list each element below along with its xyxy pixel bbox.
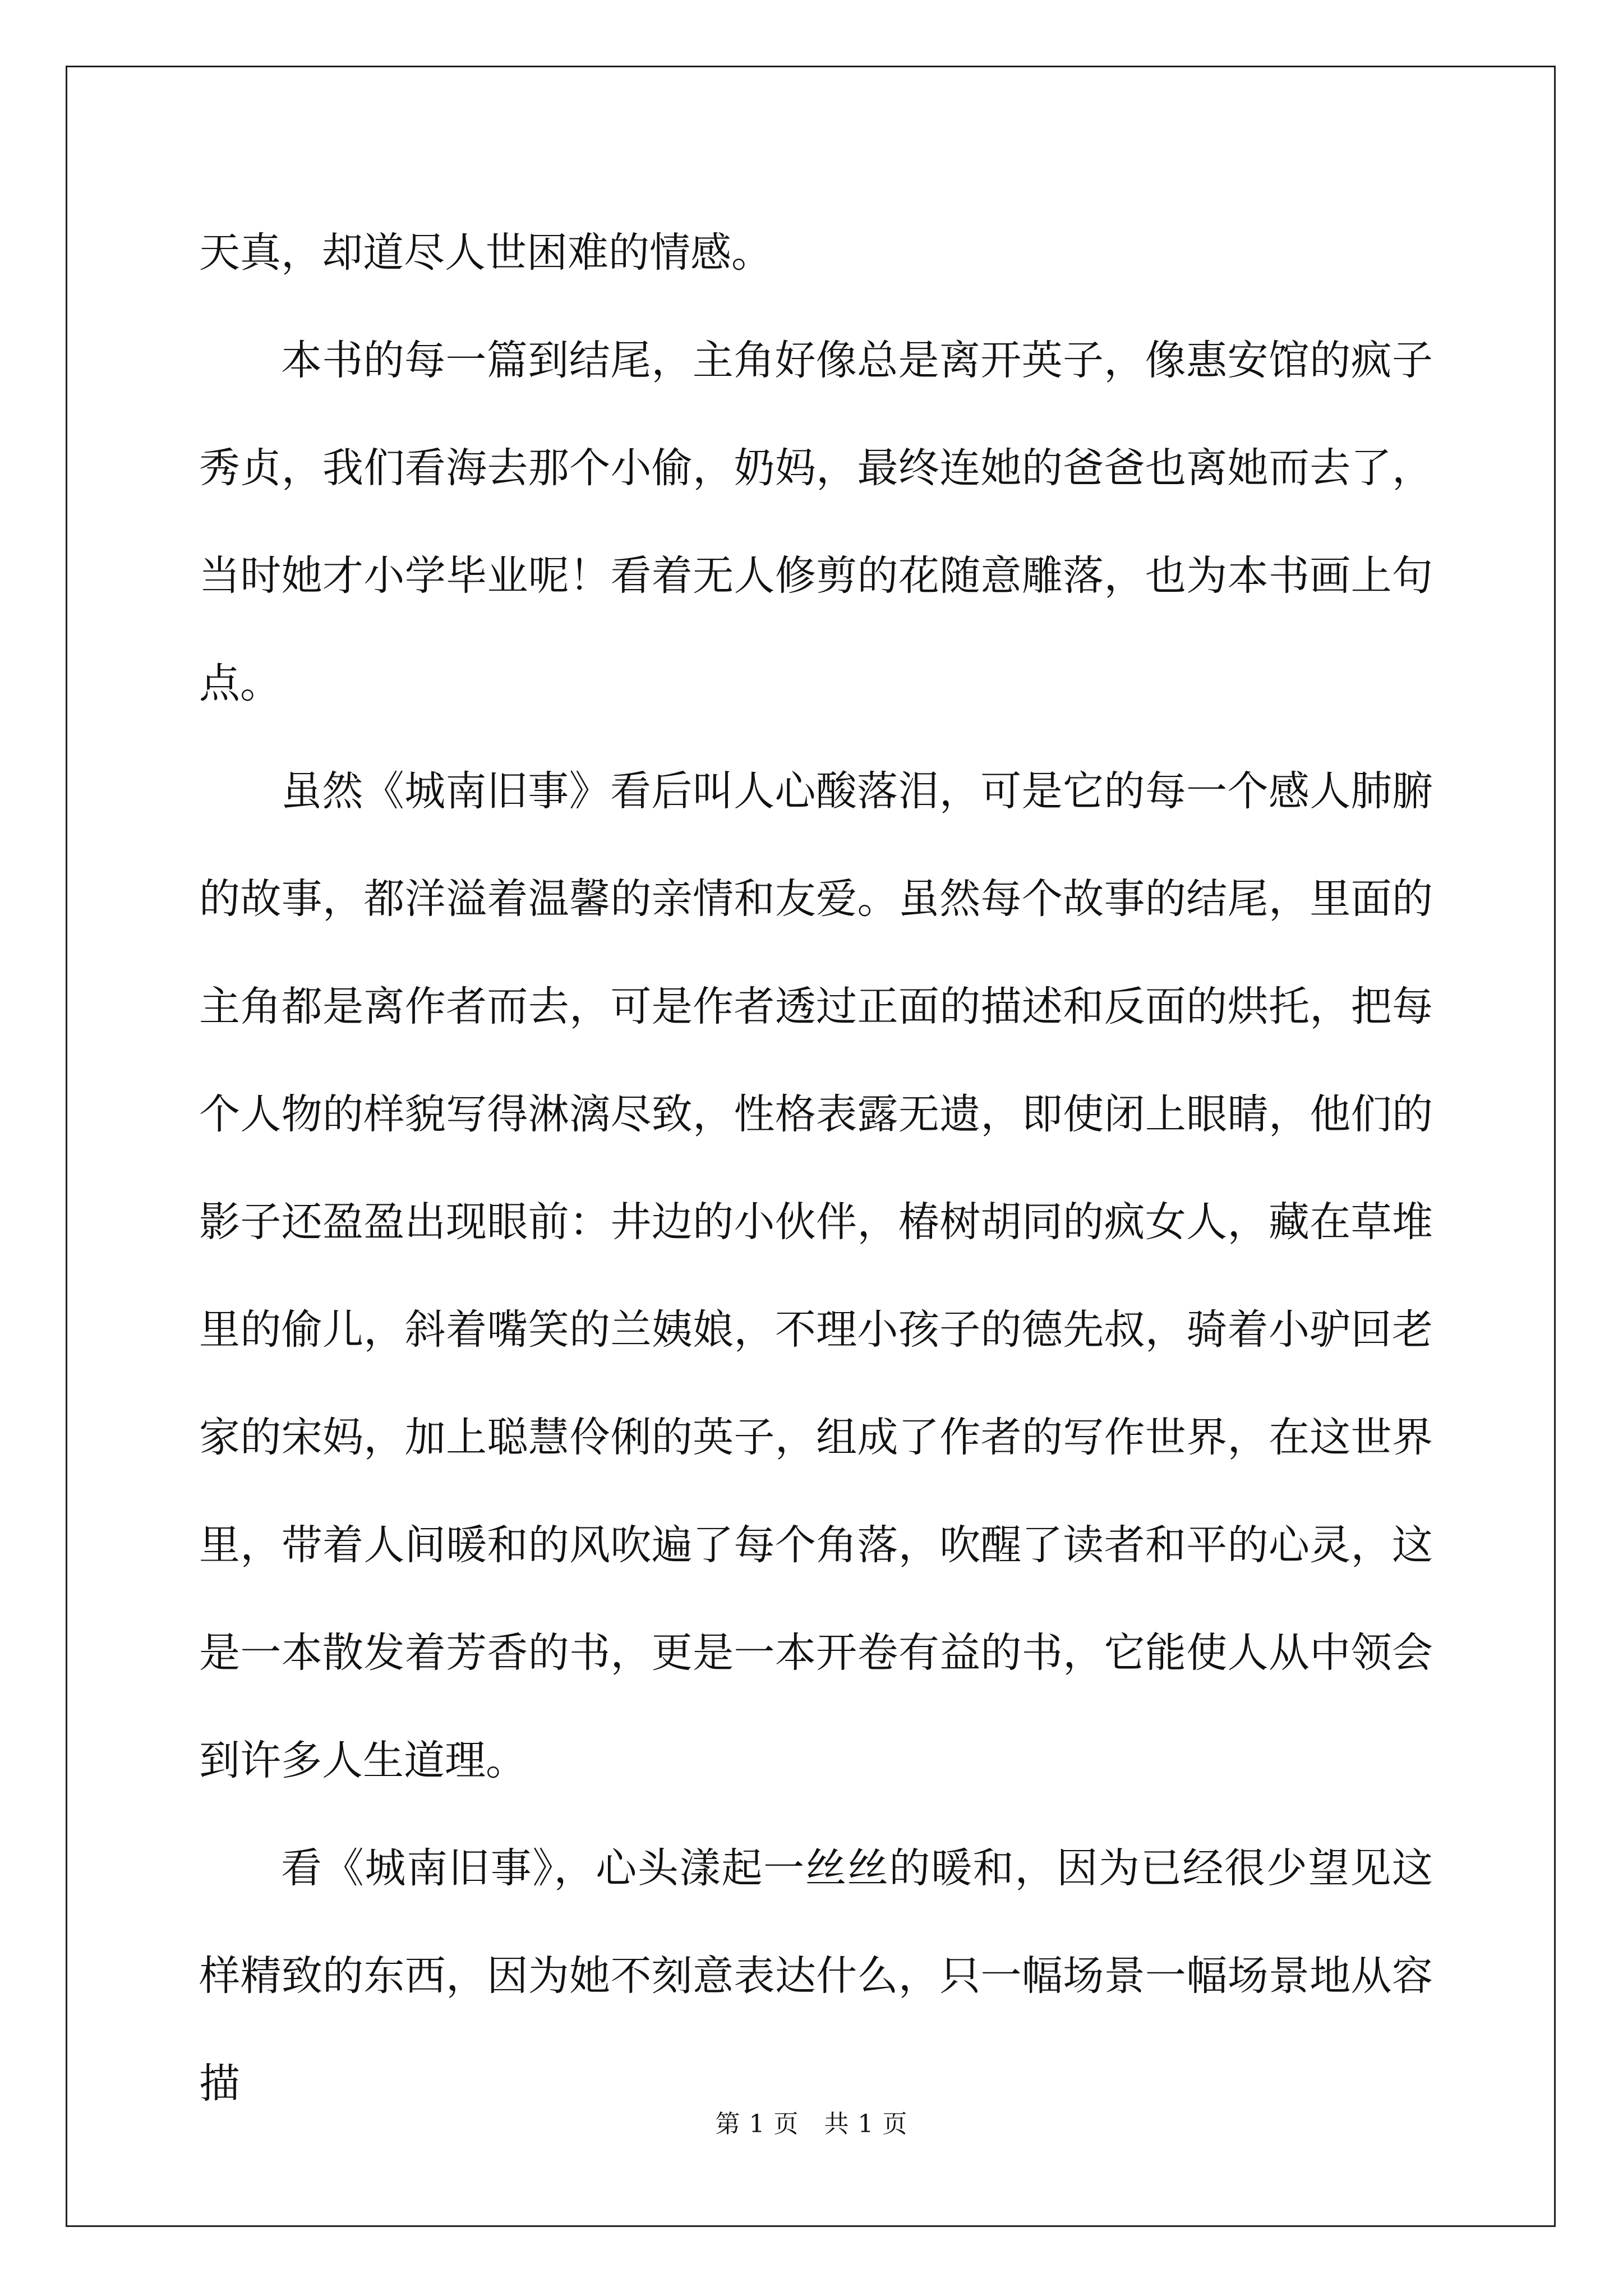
document-body [199, 199, 1433, 2138]
paragraph-2: 本书的每一篇到结尾，主角好像总是离开英子，像惠安馆的疯子秀贞，我们看海去那个小偷，奶妈，最终连她的爸爸也离她而去了，当时她才小学毕业呢！看着无人修剪的花随意雕落，也为本书画上句点。 [199, 337, 1433, 707]
paragraph-4: 看《城南旧事》，心头漾起一丝丝的暖和，因为已经很少望见这样精致的东西，因为她不刻意表达什么，只一幅场景一幅场景地从容描 [199, 1844, 1433, 2108]
paragraph-3: 虽然《城南旧事》看后叫人心酸落泪，可是它的每一个感人肺腑的故事，都洋溢着温馨的亲情和友爱。虽然每个故事的结尾，里面的主角都是离作者而去，可是作者透过正面的描述和反面的烘托，把每个人物的样貌写得淋漓尽致，性格表露无遗，即使闭上眼睛，他们的影子还盈盈出现眼前：井边的小伙伴，椿树胡同的疯女人，藏在草堆里的偷儿，斜着嘴笑的兰姨娘，不理小孩子的德先叔，骑着小驴回老家的宋妈，加上聪慧伶俐的英子，组成了作者的写作世界，在这世界里，带着人间暖和的风吹遍了每个角落，吹醒了读者和平的心灵，这是一本散发着芳香的书，更是一本开卷有益的书，它能使人从中领会到许多人生道理。 [199, 767, 1433, 1784]
paragraph-1: 天真，却道尽人世困难的情感。 [199, 229, 772, 277]
page-number-footer: 第 1 页 共 1 页 [715, 2110, 908, 2138]
